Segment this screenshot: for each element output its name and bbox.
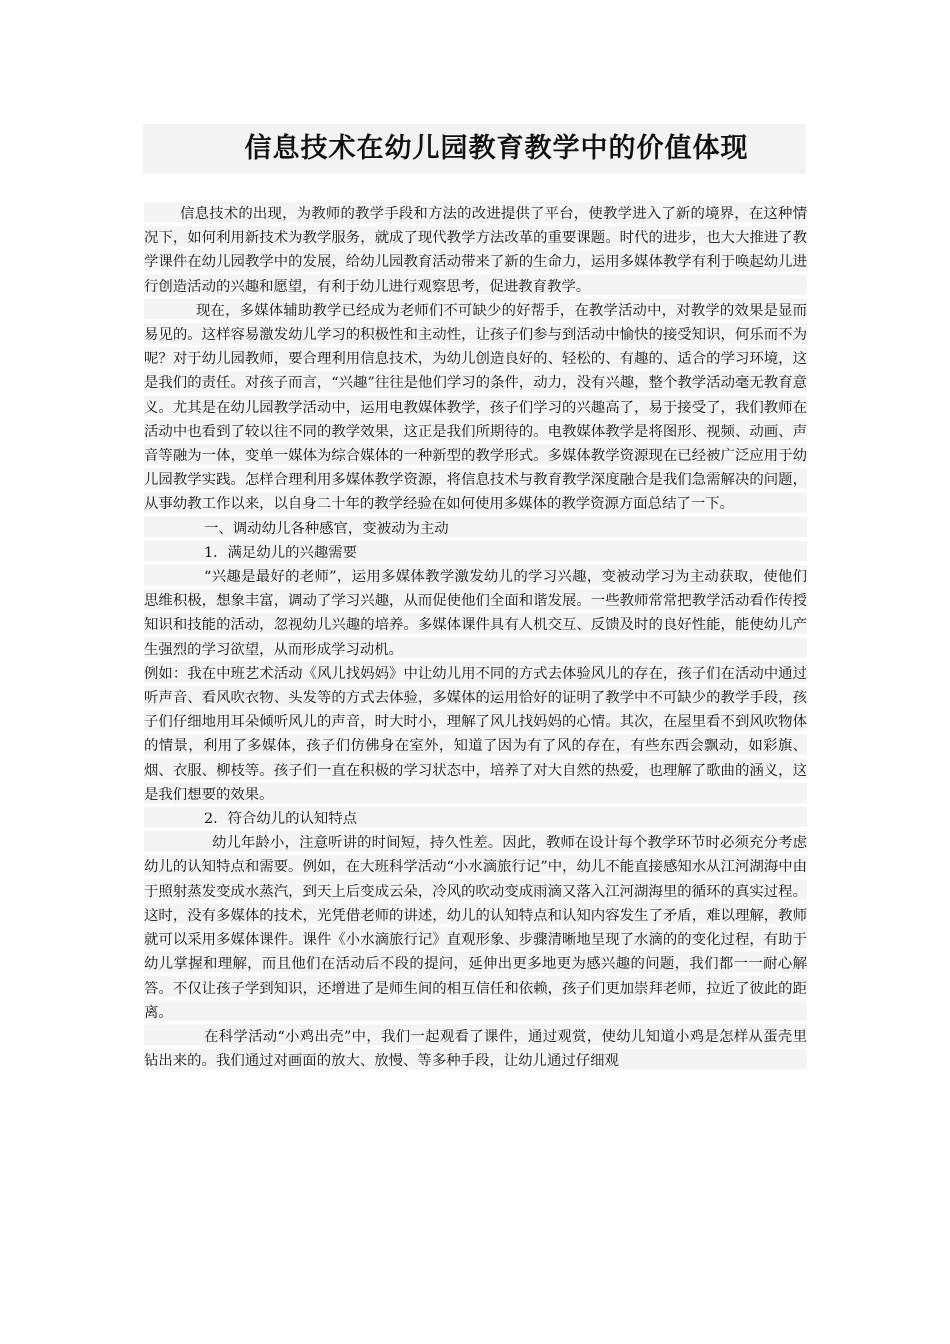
paragraph-intro: 信息技术的出现，为教师的教学手段和方法的改进提供了平台，使教学进入了新的境界，在这种情况下，如何利用新技术为教学服务，就成了现代教学方法改革的重要课题。时代的进步，也大大推进了教学课件在幼儿园教学中的发展，给幼儿园教育活动带来了新的生命力，运用多媒体教学有利于唤起幼儿进行创造活动的兴趣和愿望，有利于幼儿进行观察思考，促进教育教学。 — [144, 202, 807, 299]
page-title: 信息技术在幼儿园教育教学中的价值体现 — [244, 133, 749, 164]
paragraph-chick: 在科学活动“小鸡出壳”中，我们一起观看了课件，通过观赏，使幼儿知道小鸡是怎样从蛋壳里钻出来的。我们通过对画面的放大、放慢、等多种手段，让幼儿通过仔细观 — [144, 1025, 807, 1073]
heading-subsection-2: 2．符合幼儿的认知特点 — [144, 807, 807, 831]
paragraph-multimedia: 现在，多媒体辅助教学已经成为老师们不可缺少的好帮手，在教学活动中，对教学的效果是显而易见的。这样容易激发幼儿学习的积极性和主动性，让孩子们参与到活动中愉快的接受知识，何乐而不为呢？对于幼儿园教师，要合理利用信息技术，为幼儿创造良好的、轻松的、有趣的、适合的学习环境，这是我们的责任。对孩子而言，“兴趣”往往是他们学习的条件，动力，没有兴趣，整个教学活动毫无教育意义。尤其是在幼儿园教学活动中，运用电教媒体教学，孩子们学习的兴趣高了，易于接受了，我们教师在活动中也看到了较以往不同的教学效果，这正是我们所期待的。电教媒体教学是将图形、视频、动画、声音等融为一体，变单一媒体为综合媒体的一种新型的教学形式。多媒体教学资源现在已经被广泛应用于幼儿园教学实践。怎样合理利用多媒体教学资源，将信息技术与教育教学深度融合是我们急需解决的问题，从事幼教工作以来，以自身二十年的教学经验在如何使用多媒体的教学资源方面总结了一下。 — [144, 299, 807, 517]
heading-section-1: 一、调动幼儿各种感官，变被动为主动 — [144, 517, 807, 541]
paragraph-cognition: 幼儿年龄小，注意听讲的时间短，持久性差。因此，教师在设计每个教学环节时必须充分考虑幼儿的认知特点和需要。例如，在大班科学活动“小水滴旅行记”中，幼儿不能直接感知水从江河湖海中由于照射蒸发变成水蒸汽，到天上后变成云朵，冷风的吹动变成雨滴又落入江河湖海里的循环的真实过程。这时，没有多媒体的技术，光凭借老师的讲述，幼儿的认知特点和认知内容发生了矛盾，难以理解，教师就可以采用多媒体课件。课件《小水滴旅行记》直观形象、步骤清晰地呈现了水滴的的变化过程，有助于幼儿掌握和理解，而且他们在活动后不段的提问，延伸出更多地更为感兴趣的问题，我们都一一耐心解答。不仅让孩子学到知识，还增进了是师生间的相互信任和依赖，孩子们更加崇拜老师，拉近了彼此的距离。 — [144, 831, 807, 1025]
paragraph-example-wind: 例如：我在中班艺术活动《风儿找妈妈》中让幼儿用不同的方式去体验风儿的存在，孩子们在活动中通过听声音、看风吹衣物、头发等的方式去体验，多媒体的运用恰好的证明了教学中不可缺少的教学手段，孩子们仔细地用耳朵倾听风儿的声音，时大时小，理解了风儿找妈妈的心情。其次，在屋里看不到风吹物体的情景，利用了多媒体，孩子们仿佛身在室外，知道了因为有了风的存在，有些东西会飘动，如彩旗、烟、衣服、柳枝等。孩子们一直在积极的学习状态中，培养了对大自然的热爱，也理解了歌曲的涵义，这是我们想要的效果。 — [144, 662, 807, 807]
paragraph-interest: “兴趣是最好的老师”，运用多媒体教学激发幼儿的学习兴趣，变被动学习为主动获取，使他们思维积极，想象丰富，调动了学习兴趣，从而促使他们全面和谐发展。一些教师常常把教学活动看作传授知识和技能的活动，忽视幼儿兴趣的培养。多媒体课件具有人机交互、反馈及时的良好性能，能使幼儿产生强烈的学习欲望，从而形成学习动机。 — [144, 565, 807, 662]
document-body — [144, 202, 807, 1073]
heading-subsection-1: 1．满足幼儿的兴趣需要 — [144, 541, 807, 565]
